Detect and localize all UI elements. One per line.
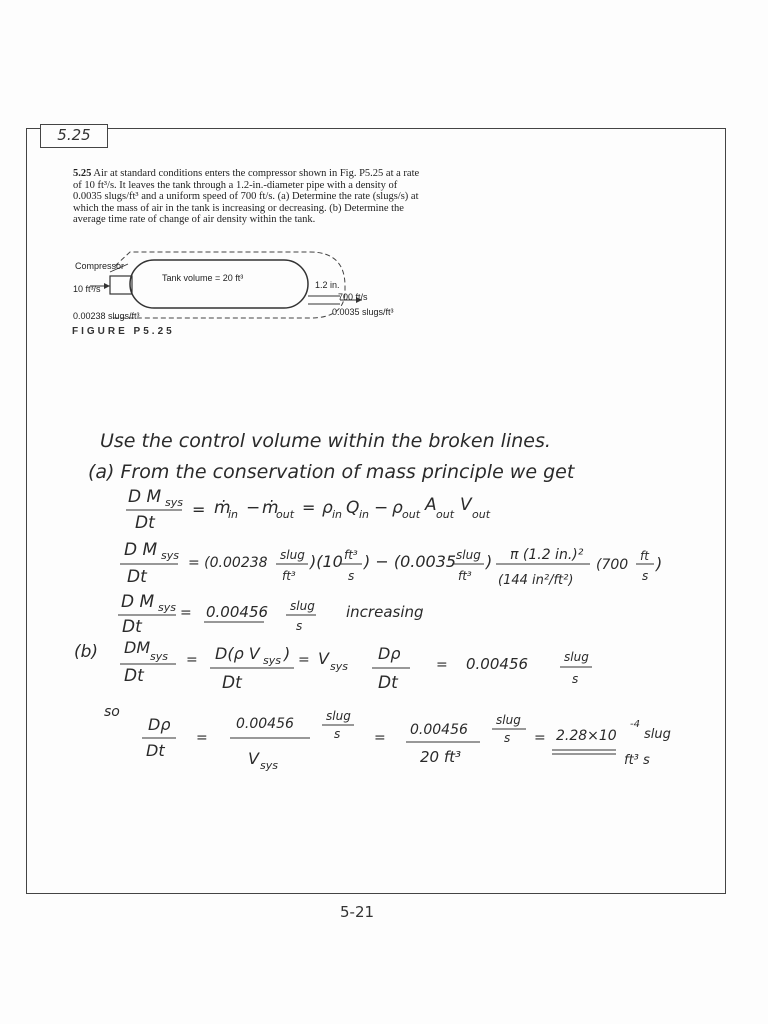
- svg-text:s: s: [642, 569, 649, 583]
- problem-tag: 5.25: [40, 124, 108, 148]
- svg-text:slug: slug: [644, 727, 671, 742]
- svg-text:−: −: [246, 498, 261, 518]
- svg-text:Dρ: Dρ: [378, 644, 401, 663]
- svg-text:(700: (700: [596, 557, 629, 573]
- svg-text:D(ρ V: D(ρ V: [215, 644, 260, 663]
- svg-text:sys: sys: [263, 654, 281, 667]
- svg-text:in: in: [228, 508, 239, 521]
- svg-text:Dt: Dt: [124, 666, 144, 686]
- svg-text:slug: slug: [564, 650, 589, 664]
- compressor-label: Compressor: [75, 261, 125, 271]
- svg-text:D M: D M: [128, 487, 162, 507]
- svg-text:Dt: Dt: [378, 673, 398, 693]
- svg-text:ft³: ft³: [282, 569, 296, 583]
- svg-text:s: s: [296, 619, 303, 633]
- svg-text:Dt: Dt: [222, 673, 242, 693]
- svg-text:s: s: [348, 569, 355, 583]
- svg-text:sys: sys: [158, 601, 176, 614]
- svg-text:A: A: [425, 495, 437, 515]
- svg-text:(b): (b): [74, 642, 99, 662]
- svg-text:=: =: [192, 500, 206, 519]
- svg-text:ft³ s: ft³ s: [624, 753, 650, 768]
- svg-text:sys: sys: [330, 660, 348, 673]
- svg-text:out: out: [436, 508, 455, 521]
- svg-text:V: V: [248, 749, 259, 768]
- svg-text:slug: slug: [280, 548, 305, 562]
- svg-text:Q: Q: [346, 498, 360, 518]
- svg-text:=: =: [196, 730, 208, 746]
- svg-text:): ): [284, 644, 291, 663]
- outflow-density-label: 0.0035 slugs/ft³: [332, 307, 394, 317]
- eq5-numerator: 0.00456: [236, 716, 294, 732]
- svg-text:Dt: Dt: [127, 567, 147, 587]
- svg-text:20 ft³: 20 ft³: [420, 748, 462, 766]
- svg-text:V: V: [318, 649, 329, 668]
- svg-text:so: so: [104, 704, 120, 720]
- increasing-label: increasing: [346, 603, 424, 621]
- svg-text:) − (0.0035: ) − (0.0035: [364, 552, 457, 571]
- svg-text:Dρ: Dρ: [148, 715, 171, 734]
- problem-number: 5.25: [73, 168, 92, 179]
- svg-text:D M: D M: [121, 592, 155, 612]
- svg-text:sys: sys: [165, 496, 183, 509]
- svg-text:)(10: )(10: [310, 552, 343, 571]
- svg-text:ft³: ft³: [458, 569, 472, 583]
- result-b-value: 2.28×10: [556, 728, 617, 744]
- svg-text:sys: sys: [161, 549, 179, 562]
- svg-text:out: out: [472, 508, 491, 521]
- svg-text:=: =: [298, 652, 310, 668]
- svg-text:in: in: [332, 508, 343, 521]
- svg-text:slug: slug: [290, 599, 315, 613]
- svg-text:ρ: ρ: [322, 498, 333, 518]
- svg-text:ρ: ρ: [392, 498, 403, 518]
- svg-text:=: =: [374, 730, 386, 746]
- svg-text:Dt: Dt: [135, 513, 155, 533]
- svg-text:ṁ: ṁ: [214, 498, 231, 518]
- svg-text:=: =: [302, 498, 316, 517]
- svg-text:=: =: [186, 652, 198, 668]
- svg-text:D M: D M: [124, 540, 158, 560]
- svg-text:= (0.00238: = (0.00238: [188, 555, 268, 571]
- eq5-numerator-2: 0.00456: [410, 722, 468, 738]
- result-a-value-b: 0.00456: [466, 655, 529, 673]
- figure-caption: FIGURE P5.25: [72, 326, 175, 337]
- svg-text:sys: sys: [260, 759, 278, 772]
- inflow-density-label: 0.00238 slugs/ft³: [73, 311, 140, 321]
- svg-text:(144 in²/ft²): (144 in²/ft²): [498, 573, 574, 588]
- svg-text:slug: slug: [326, 709, 351, 723]
- svg-text:DM: DM: [124, 638, 151, 657]
- pipe-label: 1.2 in.: [315, 280, 340, 290]
- result-b-exponent: -4: [630, 719, 640, 730]
- solution-line-2: (a) From the conservation of mass principle we get: [88, 461, 575, 483]
- svg-text:V: V: [460, 495, 472, 515]
- svg-text:Dt: Dt: [146, 741, 165, 760]
- solution-line-1: Use the control volume within the broken lines.: [100, 430, 551, 452]
- svg-text:slug: slug: [456, 548, 481, 562]
- svg-text:sys: sys: [150, 650, 168, 663]
- svg-text:): ): [656, 554, 663, 573]
- page-number: 5-21: [340, 903, 375, 921]
- svg-text:π (1.2 in.)²: π (1.2 in.)²: [510, 547, 584, 563]
- svg-text:−: −: [374, 498, 389, 518]
- svg-text:): ): [486, 552, 493, 571]
- svg-text:s: s: [504, 731, 511, 745]
- svg-text:=: =: [534, 730, 546, 746]
- tank-label: Tank volume = 20 ft³: [162, 273, 244, 283]
- svg-text:slug: slug: [496, 713, 521, 727]
- svg-text:ft³: ft³: [344, 548, 358, 562]
- svg-text:s: s: [334, 727, 341, 741]
- inflow-label: 10 ft³/s: [73, 284, 101, 294]
- svg-text:Dt: Dt: [122, 617, 142, 637]
- problem-text: Air at standard conditions enters the compressor shown in Fig. P5.25 at a rate of 10 ft³/s. It leaves the tank through a 1.2-in.-diameter pipe with a density of 0.0035 slugs/ft³ and a uniform speed of 700 ft/s. (a) Determine the rate (slugs/s) at which the mass of air in the tank is increasing or decreasing. (b) Determine the average time rate of change of air density within the tank.: [73, 168, 420, 225]
- svg-text:out: out: [402, 508, 421, 521]
- svg-text:s: s: [572, 672, 579, 686]
- svg-text:=: =: [180, 605, 192, 621]
- svg-text:in: in: [359, 508, 370, 521]
- svg-text:=: =: [436, 657, 448, 673]
- svg-text:ṁ: ṁ: [262, 498, 279, 518]
- svg-text:out: out: [276, 508, 295, 521]
- svg-text:ft: ft: [640, 549, 649, 563]
- result-a-value: 0.00456: [206, 603, 269, 621]
- outflow-speed-label: 700 ft/s: [338, 292, 368, 302]
